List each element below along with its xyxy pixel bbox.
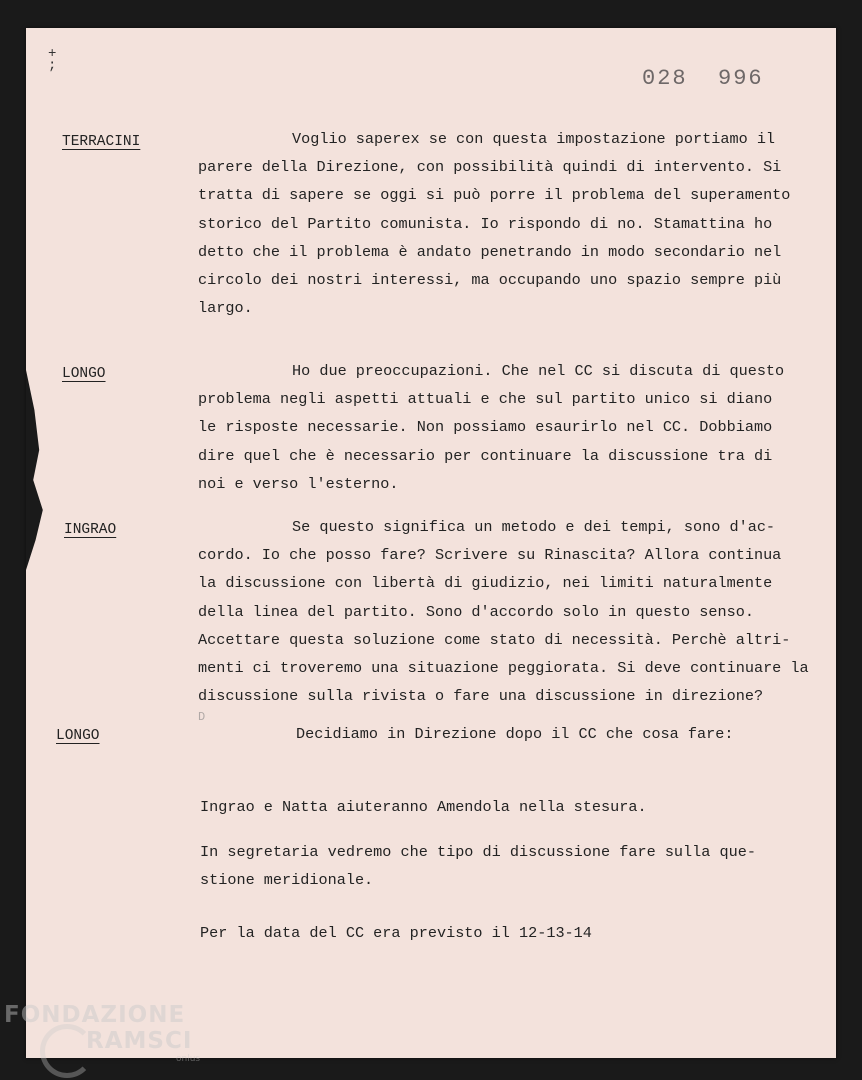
watermark-line2: RAMSCI	[86, 1028, 193, 1054]
page-number: 028 996	[642, 66, 764, 91]
document-page	[26, 28, 836, 1058]
paragraph-ingrao: Se questo significa un metodo e dei tempi, sono d'ac- cordo. Io che posso fare? Scrivere su Rinascita? Allora continua la discussione con libertà di giudizio, nei limiti naturalmente della linea del partito. Sono d'accordo solo in questo senso. Accettare questa soluzione come stato di necessità. Perchè altri- menti ci troveremo una situazione peggiorata. Si deve continuare la discussione sulla rivista o fare una discussione in direzione?	[198, 518, 809, 706]
note-line-2: In segretaria vedremo che tipo di discussione fare sulla que-	[200, 843, 756, 861]
speaker-ingrao: INGRAO	[64, 522, 117, 538]
paragraph-longo-2: Decidiamo in Direzione dopo il CC che cosa fare:	[296, 725, 734, 743]
note-line-1: Ingrao e Natta aiuteranno Amendola nella stesura.	[200, 798, 647, 816]
speaker-terracini: TERRACINI	[62, 134, 141, 150]
speaker-longo-2: LONGO	[56, 728, 100, 744]
watermark-suffix: onlus	[176, 1054, 201, 1064]
note-line-4: Per la data del CC era previsto il 12-13-14	[200, 924, 592, 942]
speaker-longo-1: LONGO	[62, 366, 106, 382]
watermark-line1: FONDAZIONE	[4, 1002, 186, 1028]
paragraph-longo-1: Ho due preoccupazioni. Che nel CC si discuta di questo problema negli aspetti attuali e che sul partito unico si diano le risposte necessarie. Non possiamo esaurirlo nel CC. Dobbiamo dire quel che è necessario per continuare la discussione tra di noi e verso l'esterno.	[198, 362, 785, 493]
pencil-mark: D	[198, 710, 206, 724]
margin-marks: + ;	[48, 46, 57, 74]
paragraph-terracini: Voglio saperex se con questa impostazione portiamo il parere della Direzione, con possibilità quindi di intervento. Si tratta di sapere se oggi si può porre il problema del superamento storico del Partito comunista. Io rispondo di no. Stamattina ho detto che il problema è andato penetrando in modo secondario nel circolo dei nostri interessi, ma occupando uno spazio sempre più largo.	[198, 130, 791, 318]
watermark-logo	[0, 1002, 230, 1072]
note-line-3: stione meridionale.	[200, 871, 374, 889]
